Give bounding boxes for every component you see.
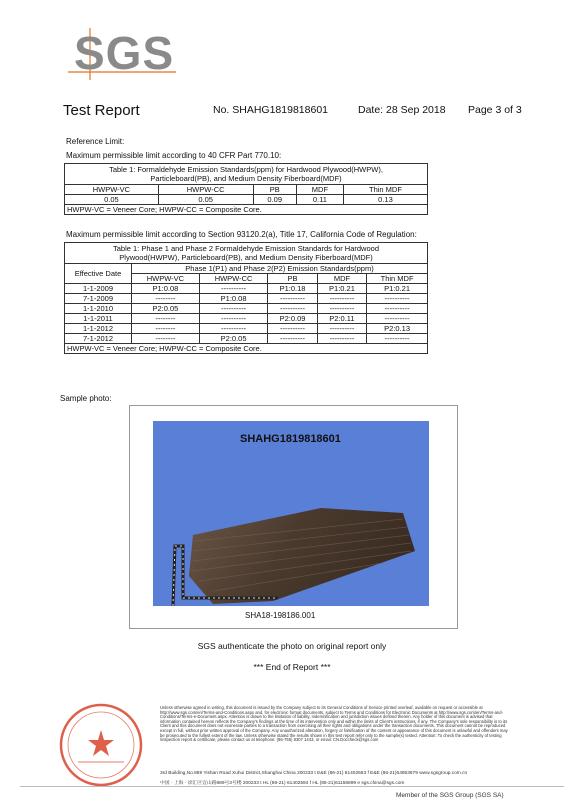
table2-cell: ---------- xyxy=(367,304,428,314)
table1-col-pb: PB xyxy=(253,185,296,195)
logo-text: SGS xyxy=(74,27,175,79)
table1-cell: 0.11 xyxy=(296,195,343,205)
table2-cell: 7-1-2012 xyxy=(65,334,132,344)
table2-cell: P1:0.21 xyxy=(367,284,428,294)
table2-cell: ---------- xyxy=(367,294,428,304)
table2-cell: P2:0.11 xyxy=(317,314,366,324)
table2-cell: ---------- xyxy=(268,304,317,314)
table2-col-hwpw-vc: HWPW-VC xyxy=(132,274,200,284)
table1-cell: 0.13 xyxy=(343,195,427,205)
seal-icon xyxy=(56,700,146,790)
table2-cell: -------- xyxy=(132,294,200,304)
table2-col-thin-mdf: Thin MDF xyxy=(367,274,428,284)
table1-caption: Table 1: Formaldehyde Emission Standards(ppm) for Hardwood Plywood(HWPW), Particleboard(PB), and Medium Density Fiberboard(MDF) xyxy=(65,164,428,185)
footer-address-en: 3rd Building,No.889 Yishan Road Xuhui District,Shanghai China 200233 t E&E (86-21) 61402553 f E&E (86-21)64953679 www.sgsgroup.com.cn xyxy=(160,771,468,776)
table2-cell: ---------- xyxy=(317,304,366,314)
table-row xyxy=(65,314,428,324)
table2-cell: P2:0.05 xyxy=(199,334,268,344)
table2-cell: P2:0.13 xyxy=(367,324,428,334)
table-row xyxy=(65,294,428,304)
sample-photo-heading: Sample photo: xyxy=(60,394,112,403)
sample-photo xyxy=(153,421,429,606)
table2-cell: -------- xyxy=(132,324,200,334)
table2-cell: ---------- xyxy=(268,324,317,334)
table1-value-row xyxy=(65,195,428,205)
table2-cell: ---------- xyxy=(268,294,317,304)
table1-col-hwpw-vc: HWPW-VC xyxy=(65,185,159,195)
table-row xyxy=(65,334,428,344)
table2-cell: ---------- xyxy=(268,334,317,344)
end-of-report: *** End of Report *** xyxy=(253,662,331,672)
table1-cell: 0.05 xyxy=(158,195,253,205)
stamp-seal xyxy=(56,700,146,790)
table1-note: HWPW-VC = Veneer Core; HWPW-CC = Composite Core. xyxy=(65,205,428,215)
table2-col-mdf: MDF xyxy=(317,274,366,284)
table2-cell: 7-1-2009 xyxy=(65,294,132,304)
table2-cell: ---------- xyxy=(199,304,268,314)
table2-col-hwpw-cc: HWPW-CC xyxy=(199,274,268,284)
table2-phase-header: Phase 1(P1) and Phase 2(P2) Emission Standards(ppm) xyxy=(132,264,428,274)
table2-body xyxy=(65,284,428,344)
table2-cell: P1:0.21 xyxy=(317,284,366,294)
table-40cfr xyxy=(64,163,428,215)
table-california xyxy=(64,242,428,354)
table2-cell: ---------- xyxy=(199,314,268,324)
table2-cell: ---------- xyxy=(199,324,268,334)
report-date: Date: 28 Sep 2018 xyxy=(358,104,446,116)
table2-cell: P1:0.08 xyxy=(132,284,200,294)
limit-40cfr-text: Maximum permissible limit according to 40 CFR Part 770.10: xyxy=(66,151,282,160)
table2-cell: -------- xyxy=(132,334,200,344)
table2-cell: 1-1-2012 xyxy=(65,324,132,334)
table2-cell: P2:0.09 xyxy=(268,314,317,324)
member-note: Member of the SGS Group (SGS SA) xyxy=(396,792,504,799)
table2-cell: P1:0.08 xyxy=(199,294,268,304)
footer-address-cn: 中国 · 上海 · 徐汇区宜山路889号3号楼 200233 t HL (86-21) 61402594 f HL (86-21)61156899 e sgs.china@sgs.com xyxy=(160,781,405,786)
table2-cell: 1-1-2009 xyxy=(65,284,132,294)
table1-col-mdf: MDF xyxy=(296,185,343,195)
reference-heading: Reference Limit: xyxy=(66,137,125,146)
authenticate-note: SGS authenticate the photo on original report only xyxy=(197,641,387,651)
table2-cell: ---------- xyxy=(317,294,366,304)
table2-cell: -------- xyxy=(132,314,200,324)
table1-cell: 0.05 xyxy=(65,195,159,205)
report-number: No. SHAHG1819818601 xyxy=(213,104,328,116)
wood-board-icon xyxy=(153,421,429,606)
footer-divider xyxy=(20,786,564,787)
table1-col-thin-mdf: Thin MDF xyxy=(343,185,427,195)
table2-effective-date-header: Effective Date xyxy=(65,264,132,284)
table2-cell: P1:0.18 xyxy=(268,284,317,294)
table2-cell: 1-1-2011 xyxy=(65,314,132,324)
page-number: Page 3 of 3 xyxy=(468,104,522,116)
table1-cell: 0.09 xyxy=(253,195,296,205)
table-row xyxy=(65,304,428,314)
table2-caption: Table 1: Phase 1 and Phase 2 Formaldehyde Emission Standards for Hardwood Plywood(HWPW), Particleboard(PB), and Medium Density Fiberboard(MDF) xyxy=(65,243,428,264)
table2-cell: ---------- xyxy=(317,334,366,344)
limit-california-text: Maximum permissible limit according to Section 93120.2(a), Title 17, California Code of Regulation: xyxy=(66,230,417,239)
photo-caption: SHA18-198186.001 xyxy=(245,611,316,620)
table2-cell: 1-1-2010 xyxy=(65,304,132,314)
table2-cell: ---------- xyxy=(199,284,268,294)
photo-sample-id: SHAHG1819818601 xyxy=(240,433,341,445)
table1-col-hwpw-cc: HWPW-CC xyxy=(158,185,253,195)
footer-terms: Unless otherwise agreed in writing, this document is issued by the Company subject to its General Conditions of Service printed overleaf, available on request or accessible at http://www.sgs.com/en/Terms-and-Conditions.aspx and, for electronic format documents, subject to Terms and Conditions for Electronic Documents at http://www.sgs.com/en/Terms-and-Conditions/Terms-e-Document.aspx. Attention is drawn to the limitation of liability, indemnification and jurisdiction issues defined therein. Any holder of this document is advised that information contained hereon reflects the Company's findings at the time of its intervention only and within the limits of Client's instructions, if any. The Company's sole responsibility is to its Client and this document does not exonerate parties to a transaction from exercising all their rights and obligations under the transaction documents. This document cannot be reproduced except in full, without prior written approval of the Company. Any unauthorized alteration, forgery or falsification of the content or appearance of this document is unlawful and offenders may be prosecuted to the fullest extent of the law. Unless otherwise stated the results shown in this test report refer only to the sample(s) tested. Attention: To check the authenticity of testing /inspection report & certificate, please contact us at telephone: (86-755) 8307 1443, or email: CN.Doccheck@sgs.com xyxy=(160,705,508,743)
table2-cell: ---------- xyxy=(317,324,366,334)
table2-cell: P2:0.05 xyxy=(132,304,200,314)
report-title: Test Report xyxy=(63,102,140,119)
table2-note: HWPW-VC = Veneer Core; HWPW-CC = Composite Core. xyxy=(65,344,428,354)
table1-header-row xyxy=(65,185,428,195)
table2-col-pb: PB xyxy=(268,274,317,284)
table-row xyxy=(65,324,428,334)
table-row xyxy=(65,284,428,294)
table2-cell: ---------- xyxy=(367,314,428,324)
table2-cell: ---------- xyxy=(367,334,428,344)
